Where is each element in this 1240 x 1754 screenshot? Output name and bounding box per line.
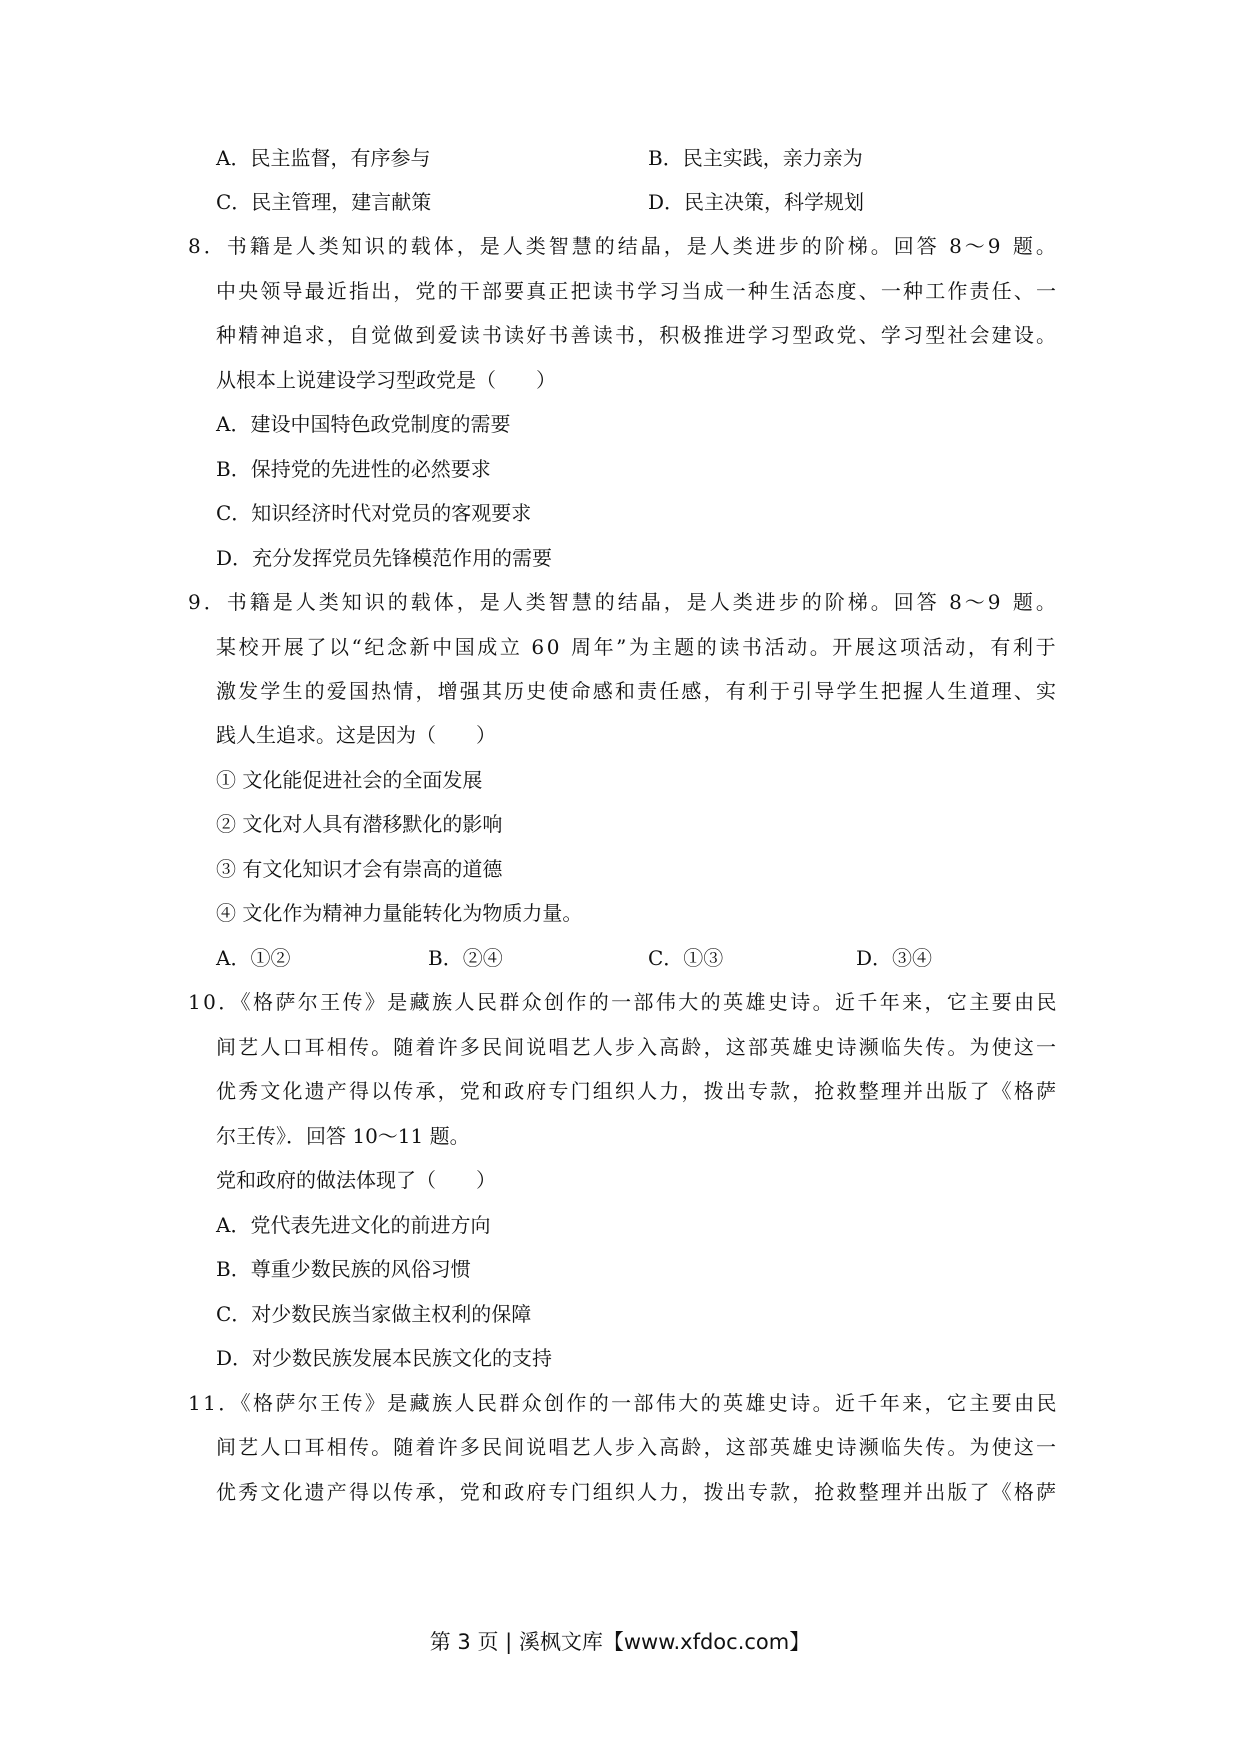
q9-material-line: 激发学生的爱国热情，增强其历史使命感和责任感，有利于引导学生把握人生道理、实 [216,679,1059,703]
q8-option-a: A．建设中国特色政党制度的需要 [216,412,511,436]
q8-question: 从根本上说建设学习型政党是（ ） [216,368,556,392]
q7-option-d: D．民主决策，科学规划 [648,190,865,214]
q9-stem: 9．书籍是人类知识的载体，是人类智慧的结晶，是人类进步的阶梯。回答 8～9 题。 [188,590,1059,614]
q8-stem: 8．书籍是人类知识的载体，是人类智慧的结晶，是人类进步的阶梯。回答 8～9 题。 [188,234,1059,258]
q10-option-d: D．对少数民族发展本民族文化的支持 [216,1346,553,1370]
q7-option-a: A．民主监督，有序参与 [216,146,431,170]
q8-material-line: 种精神追求，自觉做到爱读书读好书善读书，积极推进学习型政党、学习型社会建设。 [216,323,1059,347]
q11-material-line: 优秀文化遗产得以传承，党和政府专门组织人力，拨出专款，抢救整理并出版了《格萨 [216,1480,1059,1504]
q10-material-line: 间艺人口耳相传。随着许多民间说唱艺人步入高龄，这部英雄史诗濒临失传。为使这一 [216,1035,1059,1059]
q9-material-line: 践人生追求。这是因为（ ） [216,723,496,747]
q9-option-a: A．①② [216,946,291,970]
q9-option-c: C．①③ [648,946,724,970]
q8-option-d: D．充分发挥党员先锋模范作用的需要 [216,546,553,570]
page-footer: 第 3 页 | 溪枫文库【www.xfdoc.com】 [429,1630,811,1654]
q11-material-line: 间艺人口耳相传。随着许多民间说唱艺人步入高龄，这部英雄史诗濒临失传。为使这一 [216,1435,1059,1459]
q10-material-line: 优秀文化遗产得以传承，党和政府专门组织人力，拨出专款，抢救整理并出版了《格萨 [216,1079,1059,1103]
q10-stem: 10．《格萨尔王传》是藏族人民群众创作的一部伟大的英雄史诗。近千年来，它主要由民 [188,990,1059,1014]
q7-option-c: C．民主管理，建言献策 [216,190,432,214]
q8-option-c: C．知识经济时代对党员的客观要求 [216,501,532,525]
q10-question: 党和政府的做法体现了（ ） [216,1168,496,1192]
q9-option-d: D．③④ [856,946,933,970]
q10-material-line: 尔王传》．回答 10～11 题。 [216,1124,470,1148]
q9-statement-4: ④ 文化作为精神力量能转化为物质力量。 [216,901,583,925]
q8-option-b: B．保持党的先进性的必然要求 [216,457,491,481]
q9-material-line: 某校开展了以“纪念新中国成立 60 周年”为主题的读书活动。开展这项活动，有利于 [216,635,1059,659]
q7-option-b: B．民主实践，亲力亲为 [648,146,863,170]
q10-option-a: A．党代表先进文化的前进方向 [216,1213,491,1237]
q9-statement-1: ① 文化能促进社会的全面发展 [216,768,483,792]
q10-option-c: C．对少数民族当家做主权利的保障 [216,1302,532,1326]
q9-option-b: B．②④ [428,946,503,970]
q9-statement-2: ② 文化对人具有潜移默化的影响 [216,812,503,836]
q10-option-b: B．尊重少数民族的风俗习惯 [216,1257,471,1281]
q9-statement-3: ③ 有文化知识才会有崇高的道德 [216,857,503,881]
q8-material-line: 中央领导最近指出，党的干部要真正把读书学习当成一种生活态度、一种工作责任、一 [216,279,1059,303]
q11-stem: 11．《格萨尔王传》是藏族人民群众创作的一部伟大的英雄史诗。近千年来，它主要由民 [188,1391,1059,1415]
